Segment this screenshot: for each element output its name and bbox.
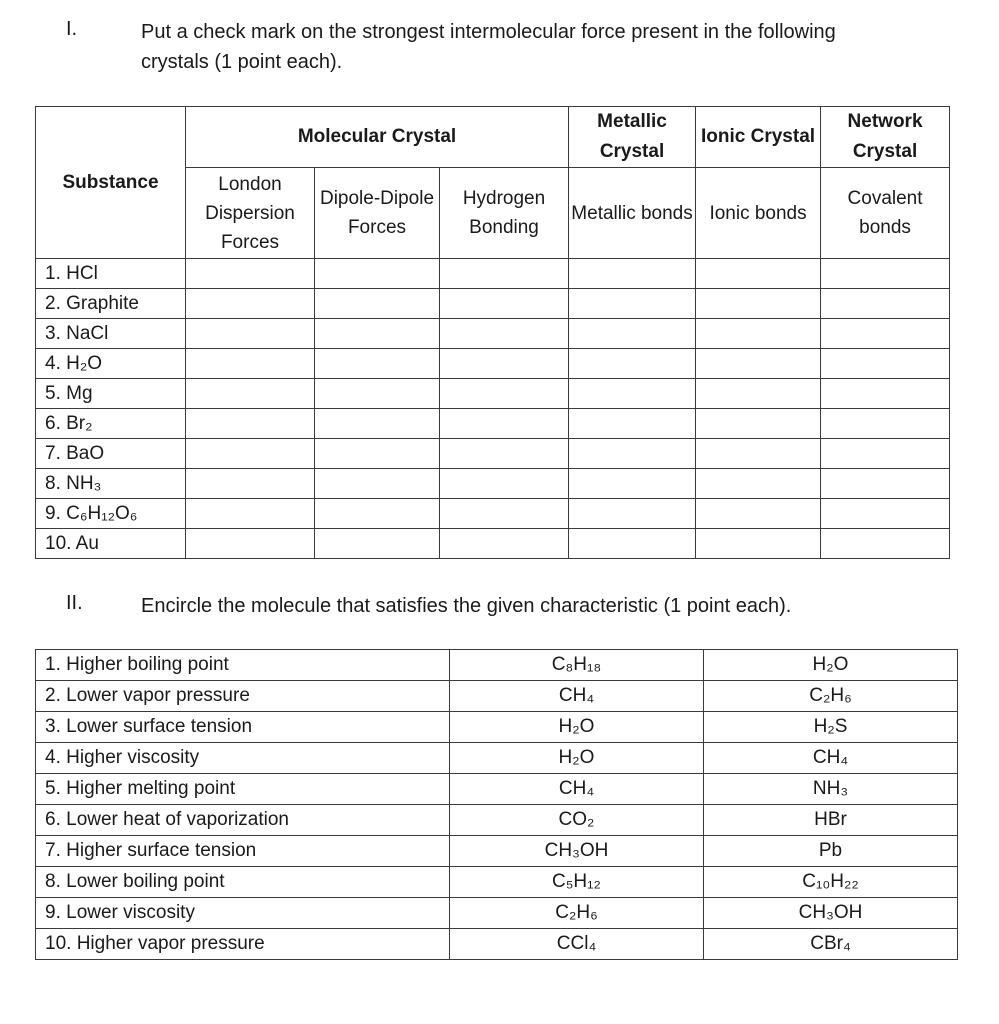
check-cell[interactable] bbox=[186, 259, 315, 289]
substance-row bbox=[36, 349, 950, 379]
substance-row bbox=[36, 469, 950, 499]
molecule-option-a[interactable]: CCl₄ bbox=[450, 929, 704, 960]
check-cell[interactable] bbox=[440, 469, 569, 499]
characteristic-label: 10. Higher vapor pressure bbox=[36, 929, 450, 960]
substance-label: 8. NH₃ bbox=[36, 469, 186, 499]
check-cell[interactable] bbox=[440, 319, 569, 349]
characteristic-label: 1. Higher boiling point bbox=[36, 650, 450, 681]
check-cell[interactable] bbox=[440, 259, 569, 289]
substance-row bbox=[36, 319, 950, 349]
ionic-bonds-header: Ionic bonds bbox=[696, 168, 821, 259]
molecule-option-a[interactable]: CH₄ bbox=[450, 681, 704, 712]
section1-instruction-line1: Put a check mark on the strongest intermolecular force present in the following bbox=[141, 21, 836, 43]
check-cell[interactable] bbox=[821, 379, 950, 409]
check-cell[interactable] bbox=[315, 349, 440, 379]
substance-row bbox=[36, 379, 950, 409]
substance-label: 4. H₂O bbox=[36, 349, 186, 379]
substance-header: Substance bbox=[36, 107, 186, 259]
check-cell[interactable] bbox=[569, 439, 696, 469]
substance-label: 10. Au bbox=[36, 529, 186, 559]
molecule-option-b[interactable]: HBr bbox=[704, 805, 958, 836]
metallic-crystal-header: Metallic Crystal bbox=[569, 107, 696, 168]
characteristic-row bbox=[36, 929, 958, 960]
check-cell[interactable] bbox=[186, 499, 315, 529]
check-cell[interactable] bbox=[315, 289, 440, 319]
substance-label: 6. Br₂ bbox=[36, 409, 186, 439]
check-cell[interactable] bbox=[821, 349, 950, 379]
check-cell[interactable] bbox=[186, 289, 315, 319]
molecule-option-a[interactable]: CO₂ bbox=[450, 805, 704, 836]
check-cell[interactable] bbox=[440, 349, 569, 379]
substance-label: 2. Graphite bbox=[36, 289, 186, 319]
hydrogen-bonding-header: Hydrogen Bonding bbox=[440, 168, 569, 259]
molecule-option-a[interactable]: C₈H₁₈ bbox=[450, 650, 704, 681]
check-cell[interactable] bbox=[821, 289, 950, 319]
characteristic-label: 6. Lower heat of vaporization bbox=[36, 805, 450, 836]
characteristic-row bbox=[36, 836, 958, 867]
molecule-option-a[interactable]: H₂O bbox=[450, 712, 704, 743]
section2-instruction: Encircle the molecule that satisfies the given characteristic (1 point each). bbox=[141, 595, 792, 617]
check-cell[interactable] bbox=[569, 379, 696, 409]
check-cell[interactable] bbox=[696, 469, 821, 499]
substance-row bbox=[36, 259, 950, 289]
check-cell[interactable] bbox=[440, 379, 569, 409]
check-cell[interactable] bbox=[569, 529, 696, 559]
molecule-option-b[interactable]: C₂H₆ bbox=[704, 681, 958, 712]
check-cell[interactable] bbox=[315, 499, 440, 529]
molecule-option-b[interactable]: Pb bbox=[704, 836, 958, 867]
check-cell[interactable] bbox=[186, 439, 315, 469]
molecule-option-b[interactable]: H₂S bbox=[704, 712, 958, 743]
characteristic-label: 3. Lower surface tension bbox=[36, 712, 450, 743]
network-crystal-header: Network Crystal bbox=[821, 107, 950, 168]
characteristic-row bbox=[36, 898, 958, 929]
molecule-option-a[interactable]: H₂O bbox=[450, 743, 704, 774]
substance-row bbox=[36, 409, 950, 439]
substance-row bbox=[36, 289, 950, 319]
check-cell[interactable] bbox=[821, 529, 950, 559]
characteristic-label: 8. Lower boiling point bbox=[36, 867, 450, 898]
check-cell[interactable] bbox=[315, 319, 440, 349]
check-cell[interactable] bbox=[569, 469, 696, 499]
characteristic-row bbox=[36, 712, 958, 743]
check-cell[interactable] bbox=[569, 319, 696, 349]
molecule-option-b[interactable]: C₁₀H₂₂ bbox=[704, 867, 958, 898]
molecule-option-a[interactable]: CH₄ bbox=[450, 774, 704, 805]
check-cell[interactable] bbox=[821, 469, 950, 499]
substance-label: 3. NaCl bbox=[36, 319, 186, 349]
characteristic-table bbox=[35, 649, 958, 960]
section1-instruction-line2: crystals (1 point each). bbox=[141, 51, 343, 73]
check-cell[interactable] bbox=[696, 439, 821, 469]
characteristic-row bbox=[36, 743, 958, 774]
check-cell[interactable] bbox=[315, 259, 440, 289]
characteristic-row bbox=[36, 650, 958, 681]
characteristic-label: 9. Lower viscosity bbox=[36, 898, 450, 929]
check-cell[interactable] bbox=[186, 319, 315, 349]
characteristic-label: 7. Higher surface tension bbox=[36, 836, 450, 867]
check-cell[interactable] bbox=[821, 319, 950, 349]
section1-number: I. bbox=[66, 18, 78, 40]
check-cell[interactable] bbox=[186, 469, 315, 499]
molecule-option-b[interactable]: CH₃OH bbox=[704, 898, 958, 929]
molecule-option-b[interactable]: CBr₄ bbox=[704, 929, 958, 960]
characteristic-label: 4. Higher viscosity bbox=[36, 743, 450, 774]
ionic-crystal-header: Ionic Crystal bbox=[696, 107, 821, 168]
check-cell[interactable] bbox=[696, 259, 821, 289]
check-cell[interactable] bbox=[696, 319, 821, 349]
check-cell[interactable] bbox=[315, 379, 440, 409]
check-cell[interactable] bbox=[821, 409, 950, 439]
check-cell[interactable] bbox=[569, 349, 696, 379]
check-cell[interactable] bbox=[315, 469, 440, 499]
molecule-option-b[interactable]: NH₃ bbox=[704, 774, 958, 805]
covalent-bonds-header: Covalent bonds bbox=[821, 168, 950, 259]
molecule-option-a[interactable]: C₂H₆ bbox=[450, 898, 704, 929]
check-cell[interactable] bbox=[696, 529, 821, 559]
check-cell[interactable] bbox=[440, 439, 569, 469]
check-cell[interactable] bbox=[821, 439, 950, 469]
substance-row bbox=[36, 529, 950, 559]
characteristic-row bbox=[36, 681, 958, 712]
characteristic-row bbox=[36, 867, 958, 898]
molecule-option-b[interactable]: H₂O bbox=[704, 650, 958, 681]
substance-label: 1. HCl bbox=[36, 259, 186, 289]
characteristic-label: 2. Lower vapor pressure bbox=[36, 681, 450, 712]
check-cell[interactable] bbox=[186, 349, 315, 379]
characteristic-row bbox=[36, 774, 958, 805]
substance-label: 5. Mg bbox=[36, 379, 186, 409]
check-cell[interactable] bbox=[569, 499, 696, 529]
metallic-bonds-header: Metallic bonds bbox=[569, 168, 696, 259]
section2-number: II. bbox=[66, 592, 83, 614]
check-cell[interactable] bbox=[315, 439, 440, 469]
london-dispersion-header: London Dispersion Forces bbox=[186, 168, 315, 259]
check-cell[interactable] bbox=[186, 529, 315, 559]
molecule-option-a[interactable]: C₅H₁₂ bbox=[450, 867, 704, 898]
check-cell[interactable] bbox=[696, 409, 821, 439]
characteristic-label: 5. Higher melting point bbox=[36, 774, 450, 805]
check-cell[interactable] bbox=[696, 379, 821, 409]
check-cell[interactable] bbox=[186, 379, 315, 409]
section1-instruction bbox=[141, 17, 836, 77]
crystal-force-table bbox=[35, 106, 950, 559]
check-cell[interactable] bbox=[440, 529, 569, 559]
dipole-dipole-header: Dipole-Dipole Forces bbox=[315, 168, 440, 259]
substance-label: 7. BaO bbox=[36, 439, 186, 469]
check-cell[interactable] bbox=[696, 289, 821, 319]
check-cell[interactable] bbox=[821, 259, 950, 289]
substance-label: 9. C₆H₁₂O₆ bbox=[36, 499, 186, 529]
molecule-option-b[interactable]: CH₄ bbox=[704, 743, 958, 774]
check-cell[interactable] bbox=[696, 499, 821, 529]
check-cell[interactable] bbox=[186, 409, 315, 439]
check-cell[interactable] bbox=[569, 409, 696, 439]
check-cell[interactable] bbox=[315, 529, 440, 559]
substance-row bbox=[36, 439, 950, 469]
check-cell[interactable] bbox=[440, 289, 569, 319]
substance-row bbox=[36, 499, 950, 529]
molecule-option-a[interactable]: CH₃OH bbox=[450, 836, 704, 867]
check-cell[interactable] bbox=[315, 409, 440, 439]
check-cell[interactable] bbox=[569, 289, 696, 319]
check-cell[interactable] bbox=[440, 499, 569, 529]
characteristic-row bbox=[36, 805, 958, 836]
check-cell[interactable] bbox=[569, 259, 696, 289]
check-cell[interactable] bbox=[440, 409, 569, 439]
check-cell[interactable] bbox=[696, 349, 821, 379]
check-cell[interactable] bbox=[821, 499, 950, 529]
molecular-crystal-header: Molecular Crystal bbox=[186, 107, 569, 168]
